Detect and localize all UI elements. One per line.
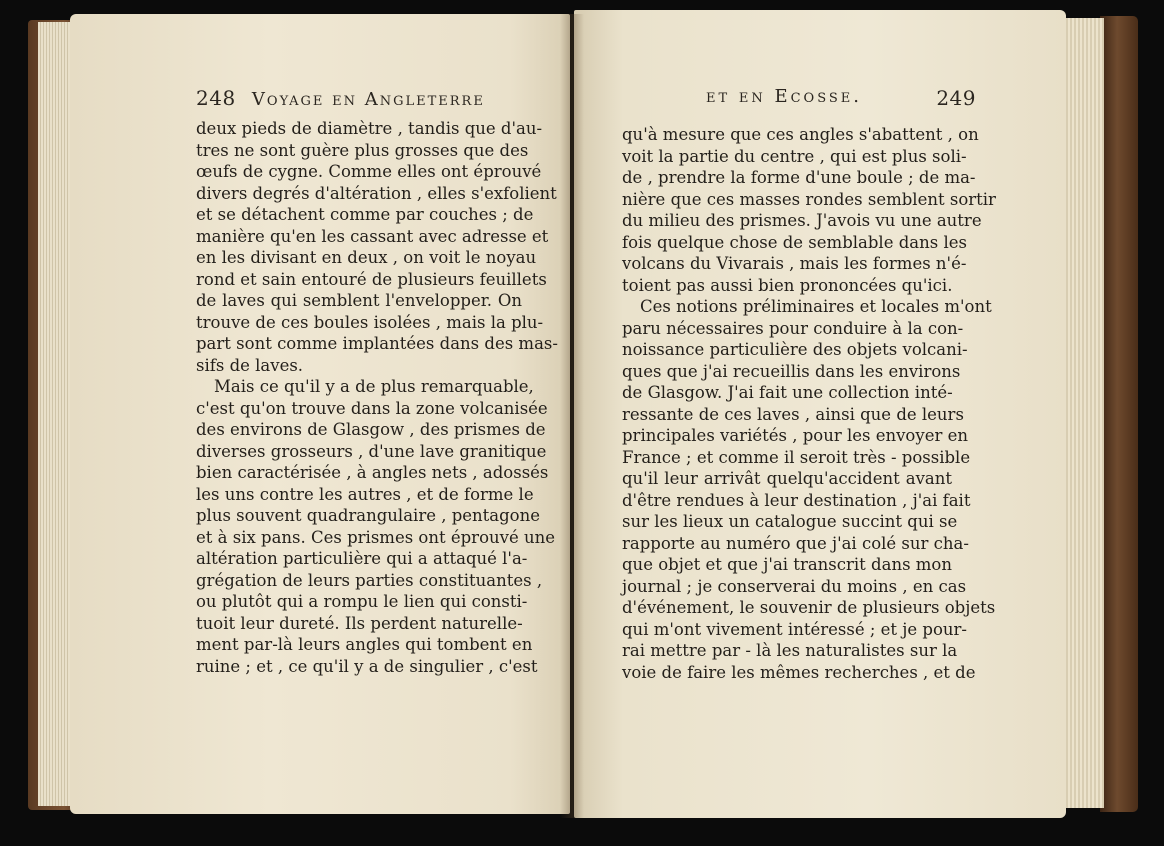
- left-page-text: [196, 118, 558, 677]
- left-page-number: 248: [196, 86, 236, 110]
- text-line: Mais ce qu'il y a de plus remarquable,: [214, 377, 534, 396]
- left-page-header: [196, 86, 526, 116]
- text-line: ruine ; et , ce qu'il y a de singulier , c'est: [196, 656, 538, 676]
- book-cover-right: [1100, 16, 1138, 812]
- text-line: France ; et comme il seroit très - possible: [622, 447, 971, 467]
- text-line: nière que ces masses rondes semblent sortir: [622, 189, 996, 209]
- text-line: en les divisant en deux , on voit le noyau: [196, 248, 537, 267]
- right-page-number: 249: [936, 86, 976, 110]
- text-line: rond et sain entouré de plusieurs feuillets: [196, 269, 547, 289]
- text-line: ques que j'ai recueillis dans les environs: [622, 361, 961, 381]
- page-edges-right: [1062, 18, 1104, 808]
- text-line: de laves qui semblent l'envelopper. On: [196, 291, 522, 310]
- text-line: c'est qu'on trouve dans la zone volcanisée: [196, 398, 548, 418]
- text-line: sur les lieux un catalogue succint qui se: [622, 512, 958, 531]
- text-line: paru nécessaires pour conduire à la con-: [622, 318, 964, 338]
- text-line: des environs de Glasgow , des prismes de: [196, 420, 546, 439]
- text-line: voit la partie du centre , qui est plus soli-: [622, 146, 967, 166]
- left-running-title: Voyage en Angleterre: [251, 89, 485, 110]
- text-line: et se détachent comme par couches ; de: [196, 205, 534, 224]
- text-line: de , prendre la forme d'une boule ; de ma-: [622, 168, 976, 187]
- text-line: sifs de laves.: [196, 355, 304, 375]
- text-line: du milieu des prismes. J'avois vu une autre: [622, 211, 982, 230]
- text-line: qu'à mesure que ces angles s'abattent , on: [622, 125, 979, 144]
- text-line: que objet et que j'ai transcrit dans mon: [622, 555, 952, 574]
- text-line: qui m'ont vivement intéressé ; et je pour-: [622, 619, 967, 639]
- right-page-header: [706, 86, 976, 116]
- book-gutter: [560, 14, 584, 818]
- text-line: Ces notions préliminaires et locales m'ont: [640, 297, 992, 316]
- text-line: de Glasgow. J'ai fait une collection inté-: [622, 383, 953, 402]
- text-line: et à six pans. Ces prismes ont éprouvé une: [196, 527, 555, 547]
- text-line: œufs de cygne. Comme elles ont éprouvé: [196, 162, 542, 181]
- right-page-text: [622, 124, 996, 683]
- text-line: trouve de ces boules isolées , mais la plu-: [196, 312, 544, 332]
- text-line: d'événement, le souvenir de plusieurs objets: [622, 598, 996, 617]
- text-line: plus souvent quadrangulaire , pentagone: [196, 506, 541, 525]
- text-line: grégation de leurs parties constituantes ,: [196, 570, 543, 590]
- text-line: ment par-là leurs angles qui tombent en: [196, 635, 533, 654]
- text-line: les uns contre les autres , et de forme le: [196, 484, 534, 504]
- text-line: manière qu'en les cassant avec adresse et: [196, 226, 549, 246]
- text-line: tuoit leur dureté. Ils perdent naturelle-: [196, 613, 523, 633]
- text-line: divers degrés d'altération , elles s'exfolient: [196, 183, 557, 203]
- text-line: bien caractérisée , à angles nets , adossés: [196, 463, 549, 482]
- text-line: fois quelque chose de semblable dans les: [622, 232, 967, 252]
- text-line: noissance particulière des objets volcani-: [622, 340, 968, 359]
- text-line: qu'il leur arrivât quelqu'accident avant: [622, 469, 952, 488]
- text-line: tres ne sont guère plus grosses que des: [196, 140, 529, 160]
- text-line: volcans du Vivarais , mais les formes n'é-: [622, 254, 967, 273]
- text-line: rapporte au numéro que j'ai colé sur cha-: [622, 533, 969, 553]
- text-line: journal ; je conserverai du moins , en cas: [622, 576, 967, 596]
- text-line: toient pas aussi bien prononcées qu'ici.: [622, 275, 953, 295]
- text-line: ou plutôt qui a rompu le lien qui consti-: [196, 592, 528, 611]
- right-running-title: et en Ecosse.: [706, 86, 863, 107]
- text-line: ressante de ces laves , ainsi que de leurs: [622, 404, 964, 424]
- text-line: diverses grosseurs , d'une lave granitique: [196, 441, 547, 461]
- text-line: voie de faire les mêmes recherches , et de: [622, 662, 976, 682]
- text-line: deux pieds de diamètre , tandis que d'au-: [196, 119, 543, 138]
- text-line: altération particulière qui a attaqué l'a-: [196, 549, 528, 568]
- text-line: part sont comme implantées dans des mas-: [196, 334, 558, 353]
- text-line: rai mettre par - là les naturalistes sur la: [622, 641, 958, 660]
- text-line: d'être rendues à leur destination , j'ai fait: [622, 490, 971, 510]
- text-line: principales variétés , pour les envoyer en: [622, 426, 968, 445]
